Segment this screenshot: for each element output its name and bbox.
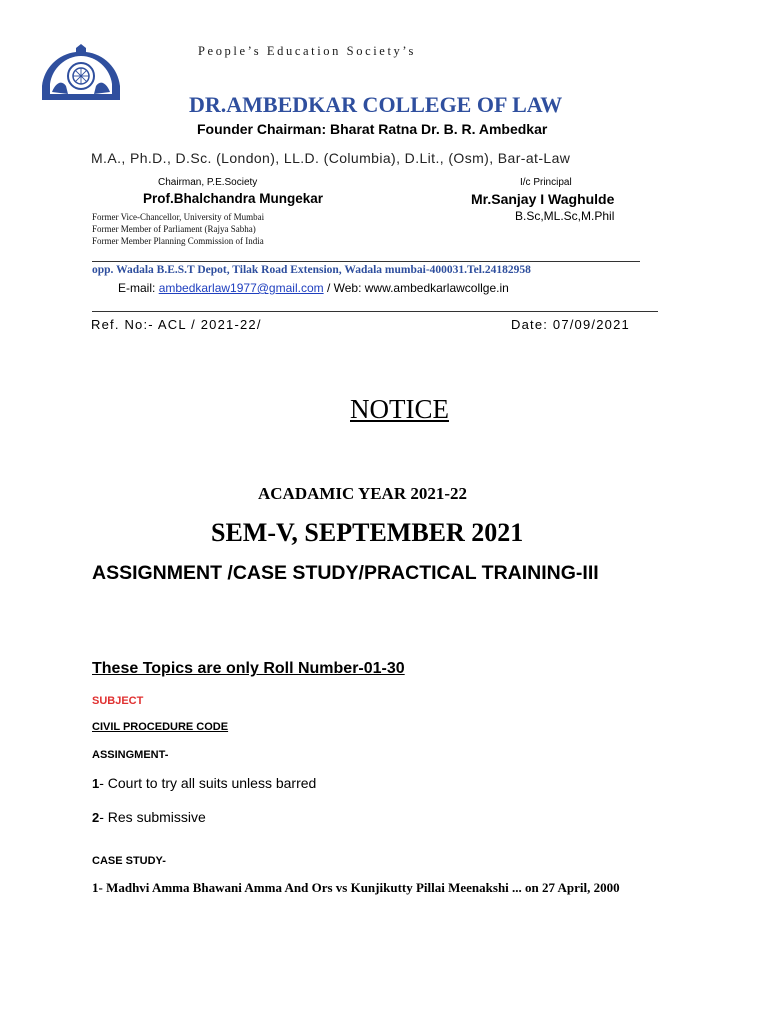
assignment-label: ASSINGMENT-: [92, 749, 169, 761]
academic-year: ACADAMIC YEAR 2021-22: [258, 484, 468, 503]
notice-heading: NOTICE: [350, 394, 449, 424]
contact-line: [118, 281, 509, 295]
semester-heading: SEM-V, SEPTEMBER 2021: [211, 518, 524, 547]
chairman-former-role: Former Vice-Chancellor, University of Mumbai: [92, 212, 265, 222]
assignment-text: - Res submissive: [99, 809, 206, 825]
contact-divider: [92, 311, 658, 312]
college-address: opp. Wadala B.E.S.T Depot, Tilak Road Extension, Wadala mumbai-400031.Tel.24182958: [92, 264, 531, 276]
assignment-title: ASSIGNMENT /CASE STUDY/PRACTICAL TRAINING-III: [92, 562, 599, 584]
society-name: People’s Education Society’s: [198, 44, 416, 58]
case-study-label: CASE STUDY-: [92, 855, 166, 867]
header-divider: [92, 261, 640, 262]
case-study-item: 1- Madhvi Amma Bhawani Amma And Ors vs Kunjikutty Pillai Meenakshi ... on 27 April, 2000: [92, 880, 620, 895]
principal-title: I/c Principal: [520, 177, 572, 188]
assignment-number: 2: [92, 810, 100, 825]
assignment-number: 1: [92, 776, 100, 791]
reference-number: Ref. No:- ACL / 2021-22/: [91, 317, 262, 332]
founder-degrees: M.A., Ph.D., D.Sc. (London), LL.D. (Columbia), D.Lit., (Osm), Bar-at-Law: [91, 150, 571, 166]
founder-line: Founder Chairman: Bharat Ratna Dr. B. R. Ambedkar: [197, 121, 548, 137]
assignment-text: - Court to try all suits unless barred: [99, 775, 317, 791]
chairman-name: Prof.Bhalchandra Mungekar: [143, 191, 324, 206]
email-link[interactable]: ambedkarlaw1977@gmail.com: [158, 281, 324, 295]
website-text: / Web: www.ambedkarlawcollge.in: [323, 281, 509, 295]
society-emblem-logo: [38, 42, 124, 102]
subject-name: CIVIL PROCEDURE CODE: [92, 721, 229, 733]
principal-qualifications: B.Sc,ML.Sc,M.Phil: [515, 209, 615, 223]
roll-number-topics: These Topics are only Roll Number-01-30: [92, 660, 405, 677]
chairman-title: Chairman, P.E.Society: [158, 177, 258, 188]
college-name: DR.AMBEDKAR COLLEGE OF LAW: [189, 92, 563, 117]
subject-label: SUBJECT: [92, 695, 144, 707]
chairman-former-role: Former Member Planning Commission of India: [92, 236, 264, 246]
notice-date: Date: 07/09/2021: [511, 317, 630, 332]
assignment-item: [92, 809, 206, 825]
assignment-item: [92, 775, 316, 791]
principal-name: Mr.Sanjay I Waghulde: [471, 191, 615, 207]
email-label: E-mail:: [118, 281, 156, 295]
chairman-former-role: Former Member of Parliament (Rajya Sabha): [92, 224, 256, 234]
